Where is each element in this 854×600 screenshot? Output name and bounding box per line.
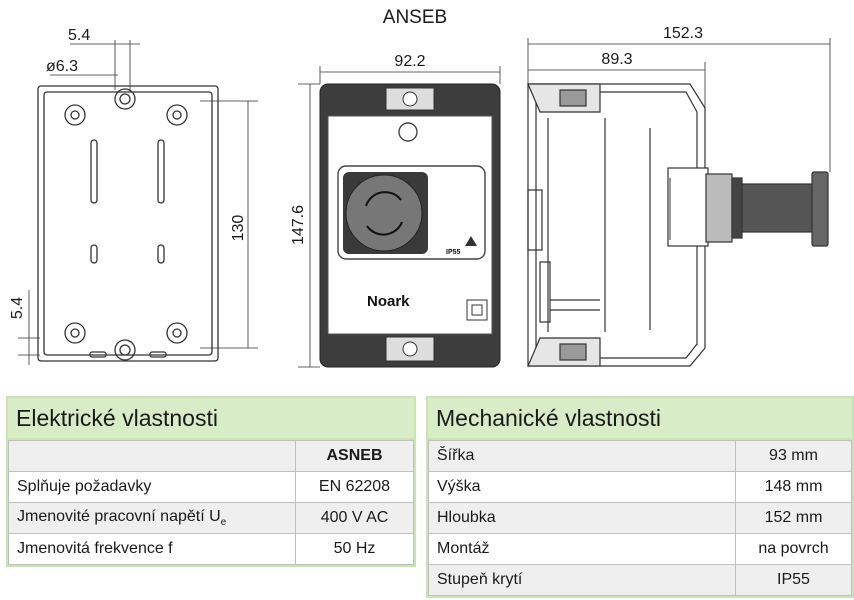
dim-front-width: 92.2 — [394, 53, 426, 70]
row-value: 93 mm — [736, 441, 852, 472]
side-view — [528, 38, 830, 366]
row-value: na povrch — [736, 534, 852, 565]
row-value: 400 V AC — [296, 503, 414, 534]
back-view — [18, 40, 258, 365]
row-label: Montáž — [429, 534, 736, 565]
ip-mark: IP55 — [446, 249, 461, 256]
table-header-row — [9, 441, 414, 472]
front-view — [298, 66, 500, 367]
table-row — [429, 441, 852, 472]
electrical-table — [8, 440, 414, 565]
column-header: ASNEB — [296, 441, 414, 472]
mechanical-properties-panel — [426, 396, 854, 598]
row-label: Hloubka — [429, 503, 736, 534]
row-label: Výška — [429, 472, 736, 503]
dim-total-depth: 152.3 — [662, 25, 704, 42]
row-label: Jmenovitá frekvence f — [9, 534, 296, 565]
table-row — [429, 472, 852, 503]
row-value: 50 Hz — [296, 534, 414, 565]
row-label: Šířka — [429, 441, 736, 472]
dim-hole-spacing: 5.4 — [68, 27, 91, 44]
dim-hole-diameter: ø6.3 — [46, 58, 79, 75]
row-value: 152 mm — [736, 503, 852, 534]
dim-back-height: 130 — [230, 214, 247, 242]
drawing-title: ANSEB — [382, 7, 448, 28]
electrical-title: Elektrické vlastnosti — [8, 398, 414, 440]
row-value: IP55 — [736, 565, 852, 596]
brand-logo: Noark — [367, 293, 410, 310]
table-row — [429, 503, 852, 534]
table-row — [429, 534, 852, 565]
row-value: 148 mm — [736, 472, 852, 503]
table-row — [9, 472, 414, 503]
table-row — [9, 503, 414, 534]
row-value: EN 62208 — [296, 472, 414, 503]
dim-body-depth: 89.3 — [601, 51, 633, 68]
dim-front-height: 147.6 — [290, 204, 307, 246]
row-label: Jmenovité pracovní napětí $U_e$ — [9, 503, 296, 534]
row-label: Stupeň krytí — [429, 565, 736, 596]
mechanical-table — [428, 440, 852, 596]
dim-bottom-offset: 5.4 — [9, 296, 26, 320]
electrical-properties-panel — [6, 396, 416, 567]
row-label: Splňuje požadavky — [9, 472, 296, 503]
table-row — [429, 565, 852, 596]
table-row — [9, 534, 414, 565]
mechanical-title: Mechanické vlastnosti — [428, 398, 852, 440]
